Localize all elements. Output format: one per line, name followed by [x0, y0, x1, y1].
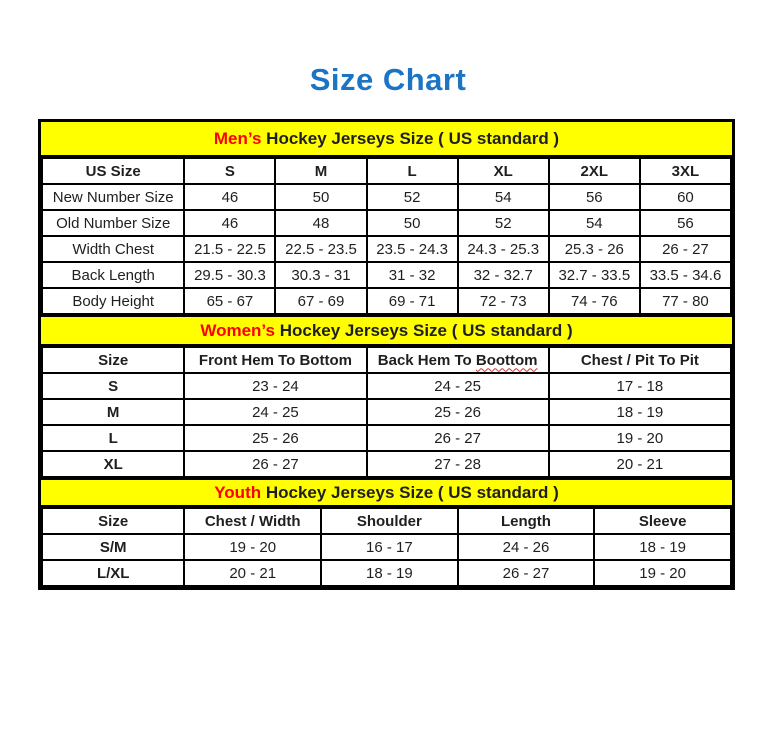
size-value-cell: 24.3 - 25.3 [458, 236, 549, 262]
size-value-cell: 46 [184, 184, 275, 210]
column-header-cell: Sleeve [594, 508, 731, 534]
size-value-cell: 69 - 71 [367, 288, 458, 314]
size-value-cell: 74 - 76 [549, 288, 640, 314]
size-value-cell: 24 - 25 [367, 373, 549, 399]
row-label-cell: XL [42, 451, 184, 477]
size-value-cell: 54 [458, 184, 549, 210]
size-value-cell: 52 [458, 210, 549, 236]
size-chart-container [38, 119, 735, 590]
size-value-cell: 54 [549, 210, 640, 236]
size-value-cell: 17 - 18 [549, 373, 731, 399]
table-row [42, 451, 731, 477]
size-value-cell: 24 - 26 [458, 534, 595, 560]
row-label-cell: Body Height [42, 288, 184, 314]
mens-section-banner [41, 122, 732, 157]
table-header-row [42, 158, 731, 184]
column-header-cell: Size [42, 347, 184, 373]
column-header-cell: 2XL [549, 158, 640, 184]
table-row [42, 534, 731, 560]
size-value-cell: 48 [275, 210, 366, 236]
size-value-cell: 20 - 21 [184, 560, 321, 586]
size-value-cell: 33.5 - 34.6 [640, 262, 731, 288]
table-row [42, 560, 731, 586]
size-value-cell: 19 - 20 [549, 425, 731, 451]
page-title: Size Chart [309, 62, 467, 97]
womens-size-section [41, 315, 732, 478]
column-header-cell: 3XL [640, 158, 731, 184]
size-value-cell: 50 [367, 210, 458, 236]
table-row [42, 373, 731, 399]
column-header-cell: L [367, 158, 458, 184]
table-row [42, 184, 731, 210]
column-header-cell: Chest / Width [184, 508, 321, 534]
table-header-row [42, 347, 731, 373]
table-row [42, 262, 731, 288]
column-header-cell: XL [458, 158, 549, 184]
banner-accent-text: Women’s [200, 320, 275, 340]
size-value-cell: 18 - 19 [594, 534, 731, 560]
size-value-cell: 18 - 19 [321, 560, 458, 586]
size-value-cell: 31 - 32 [367, 262, 458, 288]
row-label-cell: S [42, 373, 184, 399]
table-header-row [42, 508, 731, 534]
column-header-cell: Length [458, 508, 595, 534]
size-value-cell: 22.5 - 23.5 [275, 236, 366, 262]
size-value-cell: 26 - 27 [367, 425, 549, 451]
size-value-cell: 46 [184, 210, 275, 236]
youth-section-banner [41, 478, 732, 507]
mens-size-section [41, 122, 732, 315]
banner-accent-text: Men’s [213, 128, 262, 148]
size-value-cell: 26 - 27 [184, 451, 366, 477]
column-header-cell: Chest / Pit To Pit [549, 347, 731, 373]
table-row [42, 425, 731, 451]
size-value-cell: 67 - 69 [275, 288, 366, 314]
spellcheck-underlined-word: Boottom [475, 351, 538, 369]
size-value-cell: 19 - 20 [594, 560, 731, 586]
size-value-cell: 21.5 - 22.5 [184, 236, 275, 262]
size-value-cell: 20 - 21 [549, 451, 731, 477]
size-value-cell: 56 [640, 210, 731, 236]
size-value-cell: 56 [549, 184, 640, 210]
column-header-cell: S [184, 158, 275, 184]
size-value-cell: 24 - 25 [184, 399, 366, 425]
table-row [42, 399, 731, 425]
row-label-cell: Old Number Size [42, 210, 184, 236]
size-value-cell: 29.5 - 30.3 [184, 262, 275, 288]
size-value-cell: 18 - 19 [549, 399, 731, 425]
column-header-cell: Shoulder [321, 508, 458, 534]
size-value-cell: 50 [275, 184, 366, 210]
womens-size-table [41, 346, 732, 478]
size-value-cell: 23.5 - 24.3 [367, 236, 458, 262]
banner-text: Hockey Jerseys Size ( US standard ) [261, 128, 560, 148]
row-label-cell: M [42, 399, 184, 425]
size-value-cell: 60 [640, 184, 731, 210]
row-label-cell: Back Length [42, 262, 184, 288]
table-row [42, 236, 731, 262]
banner-text: Hockey Jerseys Size ( US standard ) [261, 482, 559, 502]
size-value-cell: 16 - 17 [321, 534, 458, 560]
column-header-cell: US Size [42, 158, 184, 184]
table-row [42, 210, 731, 236]
table-row [42, 288, 731, 314]
size-value-cell: 25 - 26 [184, 425, 366, 451]
row-label-cell: L/XL [42, 560, 184, 586]
youth-size-section [41, 478, 732, 587]
size-value-cell: 77 - 80 [640, 288, 731, 314]
column-header-cell: M [275, 158, 366, 184]
column-header-cell: Back Hem To Boottom [367, 347, 549, 373]
column-header-cell: Front Hem To Bottom [184, 347, 366, 373]
row-label-cell: Width Chest [42, 236, 184, 262]
womens-section-banner [41, 315, 732, 346]
size-value-cell: 27 - 28 [367, 451, 549, 477]
size-value-cell: 72 - 73 [458, 288, 549, 314]
banner-text: Hockey Jerseys Size ( US standard ) [274, 320, 573, 340]
size-value-cell: 25 - 26 [367, 399, 549, 425]
size-value-cell: 65 - 67 [184, 288, 275, 314]
youth-size-table [41, 507, 732, 587]
banner-accent-text: Youth [214, 482, 262, 502]
mens-size-table [41, 157, 732, 315]
size-value-cell: 25.3 - 26 [549, 236, 640, 262]
size-value-cell: 52 [367, 184, 458, 210]
column-header-cell: Size [42, 508, 184, 534]
size-value-cell: 32 - 32.7 [458, 262, 549, 288]
row-label-cell: New Number Size [42, 184, 184, 210]
row-label-cell: L [42, 425, 184, 451]
size-value-cell: 23 - 24 [184, 373, 366, 399]
size-value-cell: 19 - 20 [184, 534, 321, 560]
size-value-cell: 32.7 - 33.5 [549, 262, 640, 288]
size-value-cell: 26 - 27 [640, 236, 731, 262]
size-value-cell: 30.3 - 31 [275, 262, 366, 288]
size-value-cell: 26 - 27 [458, 560, 595, 586]
row-label-cell: S/M [42, 534, 184, 560]
